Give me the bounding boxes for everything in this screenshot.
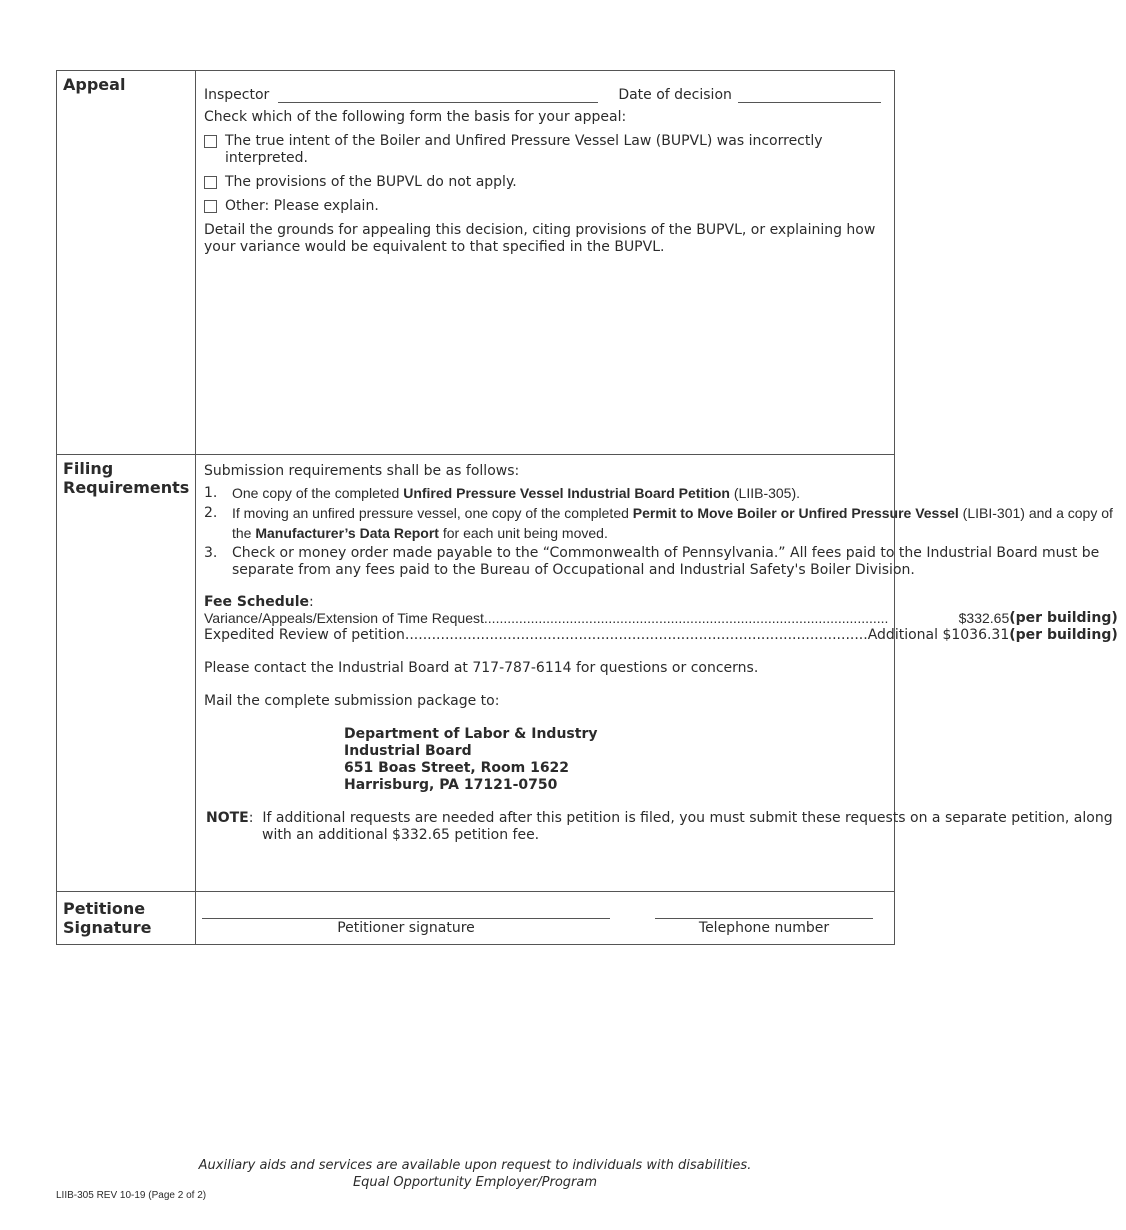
filing-requirements-section	[57, 455, 1118, 892]
filing-requirements-label: Filing Requirements	[57, 455, 196, 891]
accessibility-notice: Auxiliary aids and services are available upon request to individuals with disabilities.	[198, 1158, 752, 1173]
appeal-content	[196, 71, 894, 454]
appeal-option-label: Other: Please explain.	[225, 198, 379, 214]
other-checkbox[interactable]	[204, 200, 217, 213]
signature-section	[57, 892, 894, 944]
appeal-option-label: The provisions of the BUPVL do not apply.	[225, 174, 517, 190]
fee-label: Variance/Appeals/Extension of Time Request	[204, 610, 484, 626]
fee-amount: $332.65	[958, 610, 1010, 626]
signature-content	[196, 892, 894, 944]
fee-line-variance	[204, 610, 1118, 627]
fee-amount: Additional $1036.31	[867, 627, 1010, 643]
fee-schedule-title: Fee Schedule:	[204, 594, 314, 610]
date-of-decision-field[interactable]	[738, 88, 881, 103]
check-intro: Check which of the following form the basis for your appeal:	[204, 109, 627, 125]
requirement-number: 1.	[204, 485, 218, 501]
appeal-label: Appeal	[57, 71, 196, 454]
equal-opportunity-notice: Equal Opportunity Employer/Program	[352, 1175, 598, 1190]
telephone-number-label: Telephone number	[698, 920, 830, 936]
telephone-number-field[interactable]	[655, 918, 873, 936]
signature-label: Petitione Signature	[57, 892, 196, 944]
intent-checkbox[interactable]	[204, 135, 217, 148]
requirement-text: If moving an unfired pressure vessel, one copy of the completed Permit to Move Boiler or Unfired Pressure Vessel (LIBI-301) and a copy of the Manufacturer’s Data Report for each unit being moved.	[232, 505, 1113, 541]
contact-info: Please contact the Industrial Board at 717-787-6114 for questions or concerns.	[204, 660, 759, 676]
appeal-option-label: The true intent of the Boiler and Unfired Pressure Vessel Law (BUPVL) was incorrectly interpreted.	[225, 133, 823, 166]
inspector-label: Inspector	[204, 87, 270, 103]
fee-leader: ........................................................................................................	[404, 627, 868, 643]
requirement-text: One copy of the completed Unfired Pressure Vessel Industrial Board Petition (LIIB-305).	[232, 485, 801, 501]
address-line: 651 Boas Street, Room 1622	[344, 760, 570, 776]
provisions-checkbox[interactable]	[204, 176, 217, 189]
inspector-date-line	[204, 81, 886, 103]
appeal-option-intent[interactable]	[204, 133, 886, 167]
petitioner-signature-label: Petitioner signature	[337, 920, 475, 936]
mailing-address	[344, 726, 1118, 794]
fee-label: Expedited Review of petition	[204, 627, 405, 643]
submission-intro: Submission requirements shall be as follows:	[204, 463, 520, 479]
fee-unit: (per building)	[1009, 627, 1118, 643]
inspector-field[interactable]	[278, 88, 598, 103]
requirement-number: 2.	[204, 505, 218, 521]
requirement-text: Check or money order made payable to the “Commonwealth of Pennsylvania.” All fees paid to the Industrial Board must be separate from any fees paid to the Bureau of Occupational and Industrial Safety's Boiler Division.	[232, 545, 1100, 578]
note-text: If additional requests are needed after this petition is filed, you must submit these requests on a separate petition, along with an additional $332.65 petition fee.	[262, 810, 1113, 843]
requirement-number: 3.	[204, 545, 218, 561]
requirement-item	[204, 483, 1118, 503]
address-line: Department of Labor & Industry	[344, 726, 598, 742]
requirements-list	[204, 483, 1118, 579]
appeal-detail-instructions: Detail the grounds for appealing this decision, citing provisions of the BUPVL, or explaining how your variance would be equivalent to that specified in the BUPVL.	[204, 222, 876, 255]
form-id: LIIB-305 REV 10-19 (Page 2 of 2)	[56, 1190, 207, 1201]
note-label: NOTE	[206, 810, 249, 826]
petitioner-signature-field[interactable]	[202, 918, 610, 936]
address-line: Industrial Board	[344, 743, 472, 759]
fee-unit: (per building)	[1009, 610, 1118, 626]
footer	[0, 1157, 950, 1191]
appeal-form	[56, 70, 1118, 945]
signature-fields	[202, 892, 874, 936]
filing-requirements-content	[196, 455, 1126, 891]
appeal-option-provisions[interactable]	[204, 174, 886, 191]
appeal-section	[57, 71, 894, 455]
requirement-item	[204, 545, 1118, 579]
address-line: Harrisburg, PA 17121-0750	[344, 777, 558, 793]
fee-leader: ........................................................................................................	[483, 610, 889, 626]
note: NOTE: If additional requests are needed after this petition is filed, you must submit these requests on a separate petition, along with an additional $332.65 petition fee.	[206, 810, 1113, 843]
appeal-detail-area[interactable]	[204, 256, 886, 446]
fee-line-expedited	[204, 627, 1118, 644]
appeal-option-other[interactable]	[204, 198, 886, 215]
mail-instructions: Mail the complete submission package to:	[204, 693, 500, 709]
date-of-decision-label: Date of decision	[618, 87, 732, 103]
requirement-item	[204, 503, 1118, 543]
